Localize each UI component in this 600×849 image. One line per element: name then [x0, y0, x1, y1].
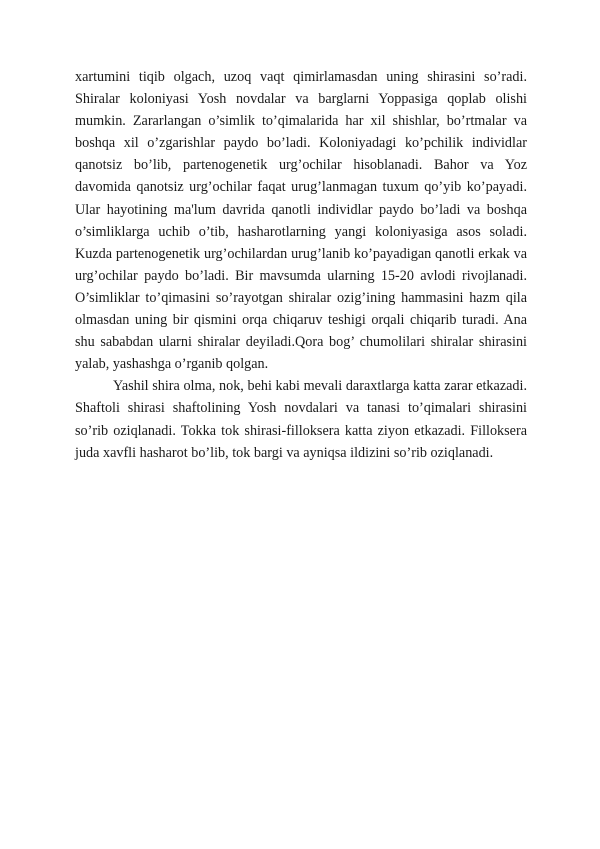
paragraph-2: Yashil shira olma, nok, behi kabi mevali daraxtlarga katta zarar etkazadi. Shaftoli shirasi shaftolining Yosh novdalari va tanasi to’qimalari shirasini so’rib oziqlanadi. Tokka tok shirasi-filloksera katta ziyon etkazadi. Filloksera juda xavfli hasharot bo’lib, tok bargi va ayniqsa ildizini so’rib oziqlanadi.: [75, 378, 527, 461]
body-text: [75, 66, 527, 464]
paragraph-1: xartumini tiqib olgach, uzoq vaqt qimirlamasdan uning shirasini so’radi. Shiralar koloniyasi Yosh novdalar va barglarni Yoppasiga qoplab olishi mumkin. Zararlangan o’simlik to’qimalarida har xil shishlar, bo’rtmalar va boshqa xil o’zgarishlar paydo bo’ladi. Koloniyadagi ko’pchilik individlar qanotsiz bo’lib, partenogenetik urg’ochilar hisoblanadi. Bahor va Yoz davomida qanotsiz urg’ochilar faqat urug’lanmagan tuxum qo’yib ko’payadi. Ular hayotining ma'lum davrida qanotli individlar paydo bo’ladi va boshqa o’simliklarga uchib o’tib, hasharotlarning yangi koloniyasiga asos soladi. Kuzda partenogenetik urg’ochilardan urug’lanib ko’payadigan qanotli erkak va urg’ochilar paydo bo’ladi. Bir mavsumda ularning 15-20 avlodi rivojlanadi. O’simliklar to’qimasini so’rayotgan shiralar ozig’ining hammasini hazm qila olmasdan uning bir qismini orqa chiqaruv teshigi orqali chiqarib turadi. Ana shu sababdan ularni shiralar deyiladi.Qora bog’ chumolilari shiralar shirasini yalab, yashashga o’rganib qolgan.: [75, 69, 527, 373]
